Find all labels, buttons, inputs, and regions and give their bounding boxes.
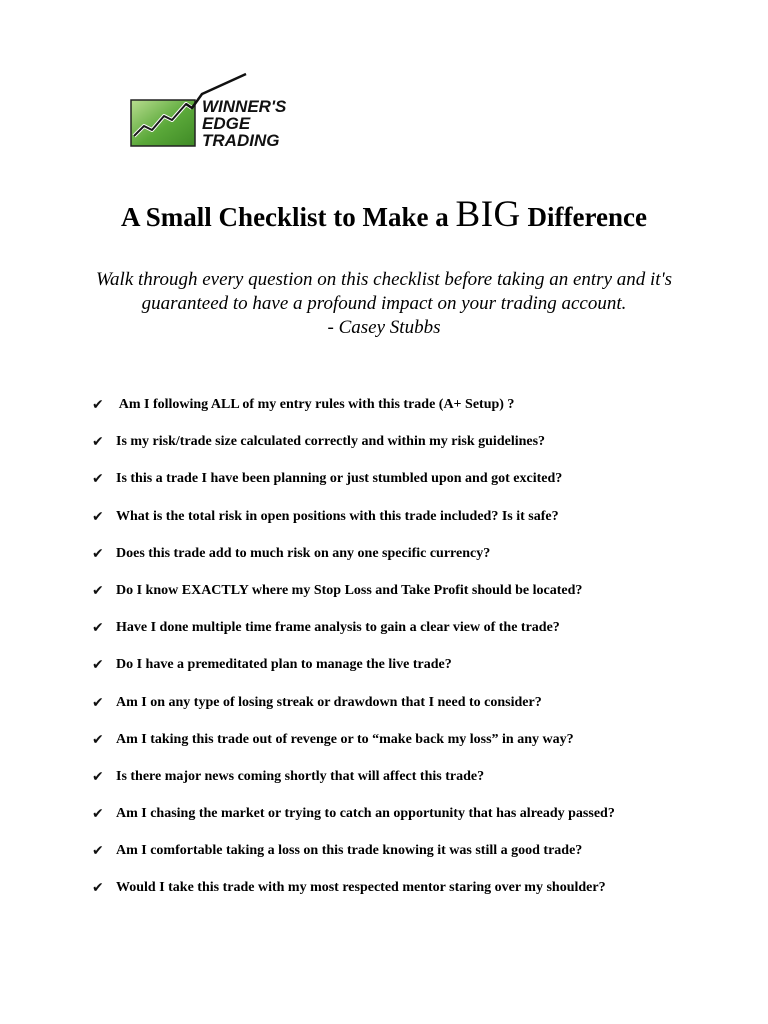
title-after: Difference bbox=[520, 202, 647, 232]
checkmark-icon: ✔ bbox=[92, 657, 104, 674]
checklist-item-text: Am I following ALL of my entry rules with this trade (A+ Setup) ? bbox=[116, 397, 515, 412]
checklist-item bbox=[92, 691, 752, 728]
checklist-item bbox=[92, 393, 752, 430]
title-big-word: BIG bbox=[455, 194, 521, 235]
checkmark-icon: ✔ bbox=[92, 582, 104, 599]
quote-line-1: Walk through every question on this checklist before taking an entry and it's bbox=[95, 269, 673, 290]
checklist-item bbox=[92, 616, 752, 653]
checklist-item-text: Is this a trade I have been planning or just stumbled upon and got excited? bbox=[116, 471, 563, 487]
checklist-item bbox=[92, 802, 752, 839]
checklist-item-text: Is there major news coming shortly that will affect this trade? bbox=[116, 768, 485, 784]
checklist-item-text: What is the total risk in open positions with this trade included? Is it safe? bbox=[116, 508, 559, 524]
intro-quote bbox=[0, 268, 768, 340]
checklist-item bbox=[92, 430, 752, 467]
checkmark-icon: ✔ bbox=[92, 397, 104, 413]
checklist-item bbox=[92, 467, 752, 504]
checkmark-icon: ✔ bbox=[92, 545, 104, 562]
checkmark-icon: ✔ bbox=[92, 843, 104, 860]
logo-text-line1: WINNER'S bbox=[202, 97, 287, 116]
checklist-item bbox=[92, 765, 752, 802]
checklist-item-text: Does this trade add to much risk on any one specific currency? bbox=[116, 545, 491, 561]
checklist-item-text: Am I taking this trade out of revenge or to “make back my loss” in any way? bbox=[116, 731, 574, 747]
checklist-item bbox=[92, 876, 752, 913]
quote-line-2: guaranteed to have a profound impact on your trading account. bbox=[141, 293, 627, 314]
checklist-item bbox=[92, 505, 752, 542]
checklist-item bbox=[92, 579, 752, 616]
checklist-item-text: Am I chasing the market or trying to catch an opportunity that has already passed? bbox=[116, 806, 615, 822]
checklist-item bbox=[92, 653, 752, 690]
checkmark-icon: ✔ bbox=[92, 620, 104, 637]
company-logo bbox=[130, 72, 300, 152]
checkmark-icon: ✔ bbox=[92, 471, 104, 488]
checkmark-icon: ✔ bbox=[92, 731, 104, 748]
logo-text-line2: EDGE bbox=[202, 114, 251, 133]
checkmark-icon: ✔ bbox=[92, 434, 104, 451]
checkmark-icon: ✔ bbox=[92, 880, 104, 897]
checklist-item-text: Am I comfortable taking a loss on this trade knowing it was still a good trade? bbox=[116, 843, 583, 859]
quote-attribution: - Casey Stubbs bbox=[327, 317, 441, 338]
checklist-item-text: Am I on any type of losing streak or drawdown that I need to consider? bbox=[116, 694, 542, 710]
checklist-item-text: Do I know EXACTLY where my Stop Loss and Take Profit should be located? bbox=[116, 582, 583, 598]
logo-text-line3: TRADING bbox=[202, 131, 280, 150]
checklist-item bbox=[92, 728, 752, 765]
logo-graphic bbox=[130, 72, 300, 152]
checklist bbox=[92, 393, 752, 914]
checkmark-icon: ✔ bbox=[92, 508, 104, 525]
checkmark-icon: ✔ bbox=[92, 768, 104, 785]
checklist-item-text: Would I take this trade with my most respected mentor staring over my shoulder? bbox=[116, 880, 606, 896]
checkmark-icon: ✔ bbox=[92, 806, 104, 823]
title-before: A Small Checklist to Make a bbox=[121, 202, 456, 232]
checklist-item bbox=[92, 839, 752, 876]
checklist-item-text: Is my risk/trade size calculated correctly and within my risk guidelines? bbox=[116, 434, 546, 450]
checklist-item-text: Do I have a premeditated plan to manage the live trade? bbox=[116, 657, 452, 673]
checkmark-icon: ✔ bbox=[92, 694, 104, 711]
checklist-item-text: Have I done multiple time frame analysis to gain a clear view of the trade? bbox=[116, 620, 560, 636]
page-title bbox=[0, 193, 768, 239]
checklist-item bbox=[92, 542, 752, 579]
